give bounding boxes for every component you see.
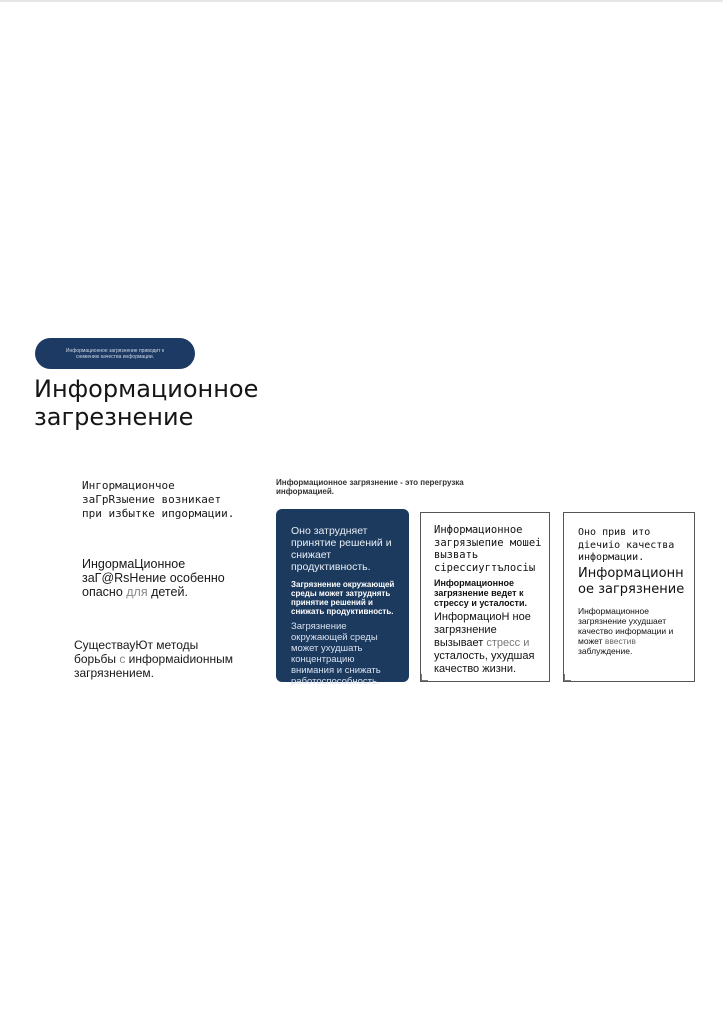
definition-text: Информационное загрязнение - это перегрузка информацией. (276, 478, 464, 496)
card-blue-main: Оно затрудняет принятие решений и снижает продуктивность. (291, 525, 392, 573)
card-3-text: Оно прив ито діечиіо качества информации. (578, 527, 675, 563)
card-2-bold: Информационное загрязнение ведет к стрессу и усталости. (434, 578, 527, 608)
card-2-body-light: стресс и (486, 637, 530, 649)
card-blue-sub: Загрязнение окружающей среды может ухудшать концентрацию внимания и снижать работоспособность. (291, 621, 381, 687)
card-blue-bold: Загрязнение окружающей среды может затруднять принятие решений и снижать продуктивность. (291, 580, 395, 616)
card-2-corner-mark (421, 674, 428, 681)
bullet-2-light: для (126, 585, 148, 599)
page-title (34, 375, 294, 431)
bullet-3 (74, 638, 239, 680)
card-3-line-1 (578, 527, 689, 598)
bullet-2-text: ИнgормаЦионное заГ@RsНение особенно опасно (82, 557, 225, 599)
bullet-1: Ингормациончое заГрRзыение возникает при избытке ипgормации. (82, 479, 235, 520)
card-3-body-a: Информационное загрязнение ухудшает качество информации и может (578, 605, 674, 646)
card-3-corner-mark (564, 674, 571, 681)
page-top-edge (0, 0, 723, 2)
bullet-2-end: детей. (147, 585, 188, 599)
bullet-2 (82, 557, 232, 599)
card-3-big: Информационн ое загрязнение (578, 565, 685, 597)
title-line-1: Информационное (34, 375, 259, 403)
card-3-body-light: ввестив (604, 635, 636, 646)
pill-text: Информационное загрязнение приводит к снижению качества информации. (65, 347, 165, 360)
card-blue (276, 509, 409, 687)
card-3 (563, 512, 695, 682)
card-3-body-b: заблуждение. (578, 645, 633, 656)
header-pill (35, 338, 195, 369)
card-3-body (578, 606, 689, 656)
card-2-body (434, 611, 543, 676)
title-line-2: загрезнение (34, 403, 194, 431)
bullet-3-text: СуществауЮт методы борьбы (74, 638, 199, 666)
bullet-3-light: с (119, 652, 126, 666)
card-2-body-b: усталость, ухудшая качество жизни. (434, 650, 535, 675)
card-2-line-1: Информационное загрязыепие мошеі вызвать сірессиугтълосіы (434, 524, 542, 574)
card-2-body-a: ИнформациоН ное загрязнение вызывает (434, 611, 531, 649)
bullet-3-end: информаidионным загрязнением. (74, 652, 233, 680)
card-2 (420, 512, 550, 682)
